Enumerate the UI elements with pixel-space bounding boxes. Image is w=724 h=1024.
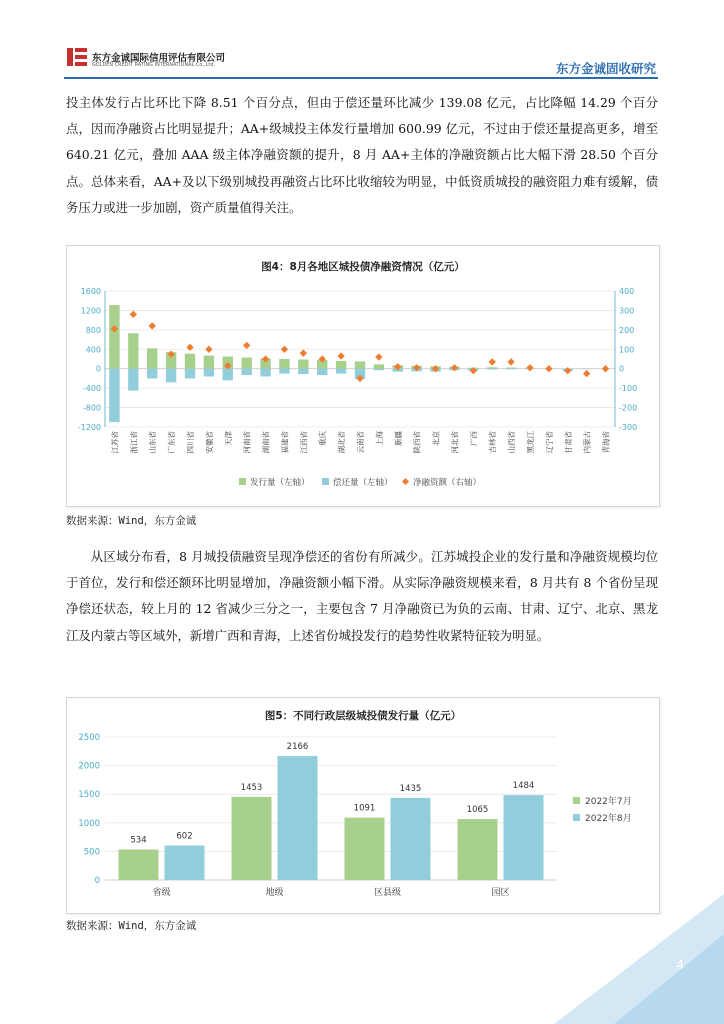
repay-bar <box>204 369 214 377</box>
repay-bar <box>128 369 138 391</box>
data-label: 2166 <box>286 742 309 753</box>
left-tick-label: -800 <box>82 403 101 413</box>
figure-4-chart <box>67 246 659 506</box>
category-label: 园区 <box>491 888 510 898</box>
issue-bar <box>298 359 308 368</box>
legend-swatch <box>402 478 409 485</box>
category-label: 江西省 <box>299 431 309 454</box>
left-tick-label: 400 <box>85 345 101 355</box>
left-tick-label: 1600 <box>80 287 101 296</box>
bar <box>165 846 205 880</box>
issue-bar <box>487 367 497 368</box>
category-label: 吉林省 <box>488 431 498 454</box>
category-label: 福建省 <box>280 431 290 454</box>
bar <box>278 756 318 880</box>
category-label: 上海 <box>374 431 384 446</box>
legend-label: 净融资额（右轴） <box>413 478 482 488</box>
repay-bar <box>298 369 308 374</box>
net-marker <box>507 358 514 365</box>
data-label: 1435 <box>399 783 422 794</box>
data-label: 602 <box>176 831 193 842</box>
net-marker <box>300 349 307 356</box>
issue-bar <box>204 356 214 369</box>
category-label: 湖南省 <box>261 431 271 454</box>
legend-swatch <box>239 478 246 485</box>
left-tick-label: 800 <box>85 325 101 335</box>
data-label: 1484 <box>512 781 535 792</box>
chart-title: 图5：不同行政层级城投债发行量（亿元） <box>264 710 462 722</box>
net-marker <box>130 311 137 318</box>
net-marker <box>602 365 609 372</box>
category-label: 四川省 <box>186 431 195 454</box>
category-label: 辽宁省 <box>544 431 554 454</box>
y-tick-label: 500 <box>83 847 100 858</box>
net-marker <box>489 358 496 365</box>
category-label: 重庆 <box>318 431 328 446</box>
legend-swatch <box>322 478 329 485</box>
category-label: 省级 <box>152 888 171 898</box>
category-label: 山西省 <box>507 431 517 454</box>
y-tick-label: 0 <box>94 876 100 886</box>
legend-swatch <box>573 814 580 821</box>
legend-label: 偿还量（左轴） <box>333 478 393 488</box>
left-tick-label: 1200 <box>80 306 101 316</box>
repay-bar <box>317 369 327 375</box>
repay-bar <box>260 369 270 377</box>
repay-bar <box>336 369 346 374</box>
figure-4-container <box>66 245 660 507</box>
repay-bar <box>109 369 119 422</box>
legend-label: 发行量（左轴） <box>250 478 310 488</box>
category-label: 青海省 <box>601 431 611 454</box>
bar <box>119 849 159 880</box>
repay-bar <box>279 369 289 374</box>
category-label: 陕西省 <box>412 431 422 454</box>
legend-label: 2022年7月 <box>585 797 632 807</box>
page-corner-decoration <box>494 854 724 1024</box>
category-label: 甘肃省 <box>563 431 573 454</box>
category-label: 浙江省 <box>129 431 139 454</box>
category-label: 河北省 <box>450 431 460 454</box>
bar <box>391 798 431 880</box>
left-tick-label: 0 <box>95 364 101 374</box>
body-paragraph-1: 投主体发行占比环比下降 8.51 个百分点，但由于偿还量环比减少 139.08 亿元，占比降幅 14.29 个百分点，因而净融资占比明显提升；AA+级城投主体发行量增加 600.99 亿元，不过由于偿还量提高更多，增至 640.21 亿元，叠加 AAA 级主体净融资额的提升，8 月 AA+主体的净融资额占比大幅下滑 28.50 个百分点。总体来看，AA+及以下级别城投再融资占比环比收缩较为明显，中低资质城投的融资阻力难有缓解，债务压力或进一步加剧，资产质量值得关注。 <box>66 95 658 215</box>
right-tick-label: -300 <box>619 423 638 432</box>
issue-bar <box>374 364 384 368</box>
section-title: 东方金诚固收研究 <box>555 61 656 76</box>
category-label: 湖北省 <box>337 431 347 454</box>
y-tick-label: 2000 <box>78 761 100 772</box>
net-marker <box>205 346 212 353</box>
issue-bar <box>506 368 516 369</box>
net-marker <box>545 365 552 372</box>
category-label: 地级 <box>265 888 284 898</box>
net-marker <box>564 367 571 374</box>
y-tick-label: 2500 <box>78 733 100 743</box>
bar <box>458 819 498 880</box>
category-label: 广东省 <box>167 431 177 454</box>
company-name-en: GOLDEN CREDIT RATING INTERNATIONAL Co.,Ltd. <box>92 63 216 68</box>
right-tick-label: 200 <box>619 325 635 335</box>
category-label: 安徽省 <box>204 431 214 454</box>
net-marker <box>526 364 533 371</box>
category-label: 新疆 <box>393 431 403 446</box>
left-tick-label: -400 <box>82 384 101 394</box>
right-tick-label: 400 <box>619 287 635 296</box>
right-tick-label: -200 <box>619 403 638 413</box>
company-logo-icon <box>66 47 88 67</box>
issue-bar <box>355 361 365 368</box>
category-label: 河南省 <box>242 431 252 454</box>
right-tick-label: 100 <box>619 345 635 355</box>
net-marker <box>186 344 193 351</box>
category-label: 内蒙古 <box>582 431 592 454</box>
net-marker <box>583 370 590 377</box>
figure-4-source: 数据来源：Wind，东方金诚 <box>66 515 197 527</box>
category-label: 黑龙江 <box>526 431 535 454</box>
issue-bar <box>128 333 138 368</box>
bar <box>345 818 385 880</box>
category-label: 云南省 <box>356 431 365 454</box>
issue-bar <box>279 359 289 369</box>
right-tick-label: 300 <box>619 306 635 316</box>
left-tick-label: -1200 <box>77 423 101 432</box>
data-label: 1091 <box>353 803 376 814</box>
data-label: 534 <box>130 835 147 846</box>
page-number: 4 <box>676 958 684 972</box>
issue-bar <box>109 305 119 369</box>
company-name: 东方金诚国际信用评估有限公司 <box>92 53 226 64</box>
net-marker <box>451 364 458 371</box>
repay-bar <box>223 369 233 381</box>
data-label: 1065 <box>466 805 489 816</box>
category-label: 江苏省 <box>110 431 120 454</box>
repay-bar <box>241 369 251 375</box>
net-marker <box>149 322 156 329</box>
net-marker <box>337 352 344 359</box>
category-label: 天津 <box>223 431 233 446</box>
net-marker <box>243 342 250 349</box>
bar <box>232 797 272 880</box>
figure-5-source: 数据来源：Wind，东方金诚 <box>66 920 197 932</box>
repay-bar <box>185 369 195 379</box>
body-paragraph-2: 从区域分布看，8 月城投债融资呈现净偿还的省份有所减少。江苏城投企业的发行量和净融资规模均位于首位，发行和偿还额环比明显增加，净融资额小幅下滑。从实际净融资规模来看，8 月共有 8 个省份呈现净偿还状态，较上月的 12 省减少三分之一，主要包含 7 月净融资已为负的云南、甘肃、辽宁、北京、黑龙江及内蒙古等区域外，新增广西和青海，上述省份城投发行的趋势性收紧特征较为明显。 <box>66 549 658 643</box>
category-label: 北京 <box>431 431 441 446</box>
issue-bar <box>185 354 195 369</box>
repay-bar <box>487 369 497 370</box>
legend-swatch <box>573 797 580 804</box>
category-label: 山东省 <box>148 431 158 454</box>
y-tick-label: 1500 <box>78 790 100 801</box>
repay-bar <box>147 369 157 379</box>
category-label: 广西 <box>469 431 479 446</box>
net-marker <box>281 346 288 353</box>
repay-bar <box>374 369 384 370</box>
issue-bar <box>336 361 346 369</box>
legend-label: 2022年8月 <box>585 814 632 824</box>
y-tick-label: 1000 <box>78 818 100 829</box>
chart-title: 图4：8月各地区城投债净融资情况（亿元） <box>261 261 465 273</box>
net-marker <box>375 353 382 360</box>
repay-bar <box>166 369 176 383</box>
right-tick-label: -100 <box>619 384 638 394</box>
issue-bar <box>241 358 251 369</box>
category-label: 区县级 <box>373 888 402 898</box>
right-tick-label: 0 <box>619 364 625 374</box>
header-divider <box>64 77 658 79</box>
issue-bar <box>147 348 157 368</box>
data-label: 1453 <box>240 782 263 793</box>
